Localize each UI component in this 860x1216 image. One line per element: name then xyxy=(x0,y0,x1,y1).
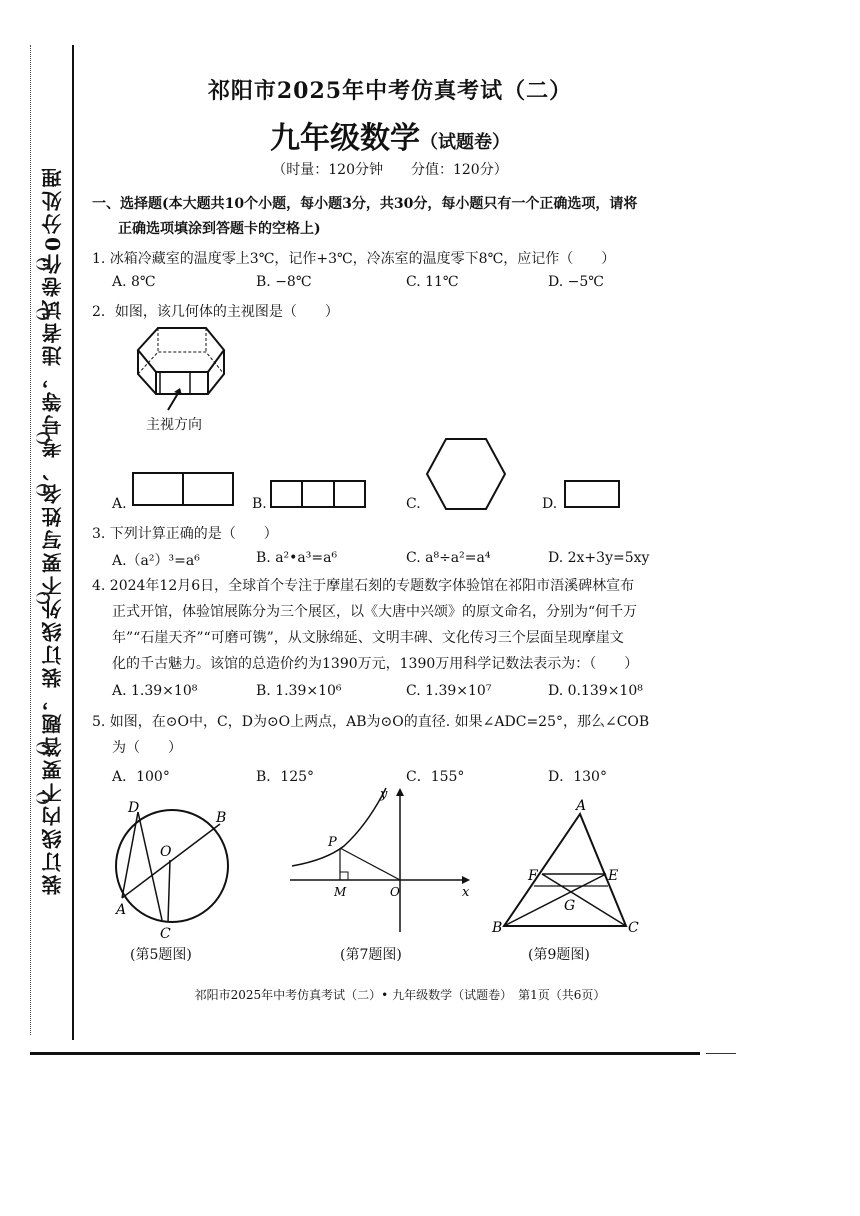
page-footer: 祁阳市2025年中考仿真考试（二）• 九年级数学（试题卷） 第1页（共6页） xyxy=(194,988,606,1002)
figure-5-circle xyxy=(104,796,244,944)
page-bottom-rule-fragment xyxy=(706,1053,736,1054)
figure-9-caption: (第9题图) xyxy=(528,947,590,963)
q4-option-d: D. 0.139×10⁸ xyxy=(548,683,643,699)
q2-option-a-figure xyxy=(132,472,234,506)
fig9-label-e: E xyxy=(608,868,619,884)
q5-option-d: D．130° xyxy=(548,769,607,785)
fig7-label-p: P xyxy=(328,835,337,850)
question-3-stem: 3. 下列计算正确的是（ ） xyxy=(92,526,278,542)
binding-notice: 装订线内不要答题，装订线外不要写姓名、考号等，违者试卷作0分处理 xyxy=(41,165,65,895)
fig7-label-m: M xyxy=(334,885,347,899)
binding-hole-mark xyxy=(36,258,50,270)
q3-option-d: D. 2x+3y=5xy xyxy=(548,550,650,566)
q3-option-a: A.（a²）³=a⁶ xyxy=(112,553,200,569)
fig9-label-c: C xyxy=(628,920,639,936)
q4-option-a: A. 1.39×10⁸ xyxy=(112,683,198,699)
fig9-label-a: A xyxy=(576,798,587,814)
fig9-label-b: B xyxy=(492,920,503,936)
exam-subject xyxy=(100,113,680,157)
question-5-line-1: 5. 如图，在⊙O中，C，D为⊙O上两点，AB为⊙O的直径. 如果∠ADC=25°，那么∠COB xyxy=(92,714,650,730)
binding-dotted-line xyxy=(30,45,31,1035)
q5-option-c: C．155° xyxy=(406,769,465,785)
fig9-label-g: G xyxy=(564,898,576,914)
fig5-label-c: C xyxy=(160,926,171,942)
q2-option-c-letter: C. xyxy=(406,496,421,512)
fig5-label-d: D xyxy=(128,800,140,816)
hexagonal-prism-figure xyxy=(128,322,238,412)
fig5-label-a: A xyxy=(116,902,127,918)
question-4-line-3: 年”“石崖天齐”“可磨可镌”，从文脉绵延、文明丰碑、文化传习三个层面呈现摩崖文 xyxy=(112,630,624,646)
q1-option-c: C. 11℃ xyxy=(406,274,459,290)
fig9-label-f: F xyxy=(528,868,538,884)
q2-option-d-figure xyxy=(564,480,620,508)
q3-option-b: B. a²•a³=a⁶ xyxy=(256,550,338,566)
subject-name: 九年级数学 xyxy=(270,121,420,156)
binding-solid-line xyxy=(72,45,74,1040)
fig7-label-y: y xyxy=(380,787,388,802)
figure-7-caption: (第7题图) xyxy=(340,947,402,963)
q3-option-c: C. a⁸÷a²=a⁴ xyxy=(406,550,491,566)
q4-option-b: B. 1.39×10⁶ xyxy=(256,683,342,699)
binding-hole-mark xyxy=(36,308,50,320)
binding-hole-mark xyxy=(36,484,50,496)
question-4-line-2: 正式开馆，体验馆展陈分为三个展区，以《大唐中兴颂》的原文命名，分别为“何千万 xyxy=(112,604,638,620)
question-1-stem: 1. 冰箱冷藏室的温度零上3℃，记作+3℃，冷冻室的温度零下8℃，应记作（ ） xyxy=(92,251,616,267)
question-5-line-2: 为（ ） xyxy=(112,740,182,756)
q5-option-a: A．100° xyxy=(112,769,170,785)
q2-option-b-figure xyxy=(270,480,366,508)
fig7-label-x: x xyxy=(462,885,470,900)
figure-5-caption: (第5题图) xyxy=(130,947,192,963)
binding-hole-mark xyxy=(36,742,50,754)
q4-option-c: C. 1.39×10⁷ xyxy=(406,683,492,699)
fig5-label-o: O xyxy=(160,844,172,860)
figure-9-triangle xyxy=(488,796,648,944)
section-heading-cont: 正确选项填涂到答题卡的空格上) xyxy=(118,221,321,237)
q2-option-c-figure xyxy=(424,436,508,512)
fig7-label-o: O xyxy=(390,885,400,899)
fig5-label-b: B xyxy=(216,810,227,826)
binding-hole-mark xyxy=(36,592,50,604)
q2-option-d-letter: D. xyxy=(542,496,558,512)
question-2-stem: 2．如图，该几何体的主视图是（ ） xyxy=(92,304,339,320)
figure-7-graph xyxy=(286,784,476,932)
q1-option-b: B. −8℃ xyxy=(256,274,312,290)
q1-option-d: D. −5℃ xyxy=(548,274,604,290)
exam-meta: （时量：120分钟 分值：120分） xyxy=(272,162,508,178)
section-heading: 一、选择题(本大题共10个小题，每小题3分，共30分，每小题只有一个正确选项，请将 xyxy=(92,196,638,212)
page-bottom-rule xyxy=(30,1052,700,1055)
view-direction-label: 主视方向 xyxy=(146,417,202,433)
binding-hole-mark xyxy=(36,792,50,804)
question-4-line-1: 4. 2024年12月6日，全球首个专注于摩崖石刻的专题数字体验馆在祁阳市浯溪碑林宣布 xyxy=(92,578,635,594)
subject-suffix: （试题卷） xyxy=(420,132,510,153)
exam-title: 祁阳市2025年中考仿真考试（二） xyxy=(207,78,573,104)
binding-hole-mark xyxy=(36,432,50,444)
question-4-line-4: 化的千古魅力。该馆的总造价约为1390万元，1390万用科学记数法表示为：（ ） xyxy=(112,656,639,672)
q5-option-b: B．125° xyxy=(256,769,315,785)
q1-option-a: A. 8℃ xyxy=(112,274,156,290)
q2-option-b-letter: B. xyxy=(252,496,267,512)
q2-option-a-letter: A. xyxy=(112,496,127,512)
